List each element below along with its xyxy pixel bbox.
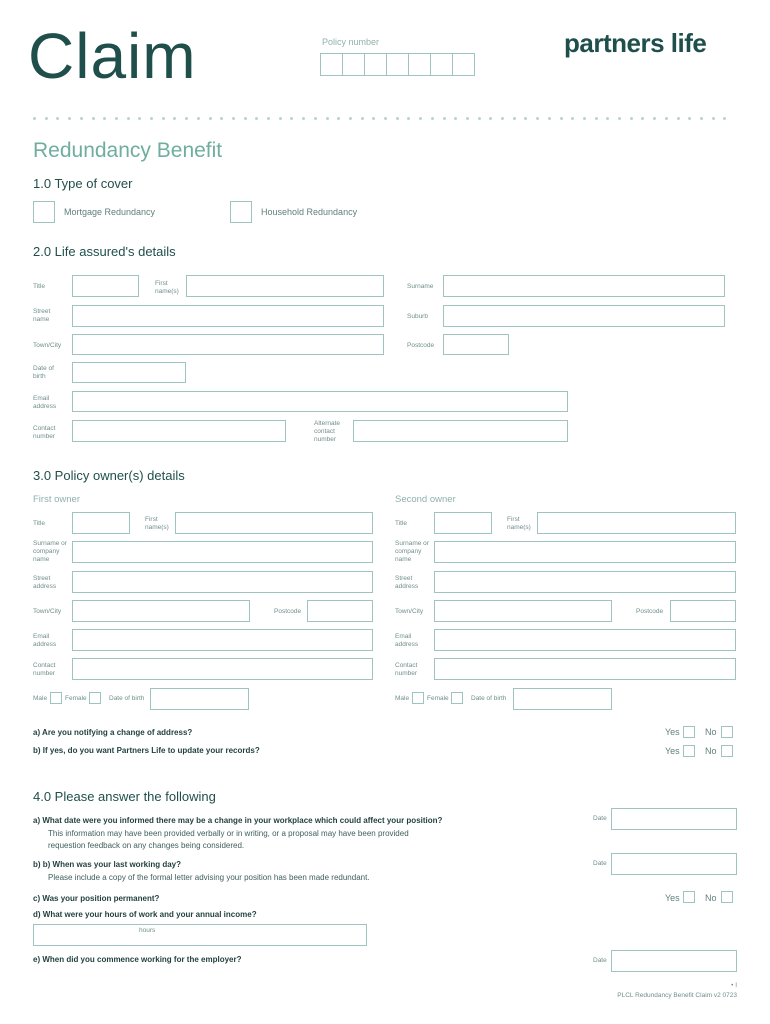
policy-number-field[interactable]: [320, 53, 475, 76]
o1-female-checkbox[interactable]: [89, 692, 101, 704]
divider-dot: [443, 117, 446, 120]
divider-dot: [279, 117, 282, 120]
divider-dot: [466, 117, 469, 120]
divider-dot: [407, 117, 410, 120]
la-title-label: Title: [33, 283, 46, 290]
la-postcode-input[interactable]: [443, 334, 509, 355]
position-permanent-yes-label: Yes: [665, 893, 680, 903]
la-town-label: Town/City: [33, 342, 62, 349]
divider-dot: [138, 117, 141, 120]
la-email-input[interactable]: [72, 391, 568, 412]
divider-dot: [314, 117, 317, 120]
second-owner-heading: Second owner: [395, 494, 456, 505]
o2-postcode-label: Postcode: [636, 608, 664, 615]
position-permanent-no-checkbox[interactable]: [721, 891, 733, 903]
informed-date-input[interactable]: [611, 808, 737, 830]
o2-male-label: Male: [395, 695, 410, 702]
o2-male-checkbox[interactable]: [412, 692, 424, 704]
o2-street-input[interactable]: [434, 571, 736, 593]
policy-digit-box[interactable]: [408, 53, 431, 76]
divider-dot: [501, 117, 504, 120]
divider-dot: [583, 117, 586, 120]
o2-email-label: Email address: [395, 633, 419, 648]
o1-town-input[interactable]: [72, 600, 250, 622]
o1-surname-label: Surname or company name: [33, 540, 67, 563]
divider-dot: [267, 117, 270, 120]
la-suburb-label: Suburb: [407, 313, 428, 320]
o1-email-input[interactable]: [72, 629, 373, 651]
o1-postcode-input[interactable]: [307, 600, 373, 622]
la-postcode-label: Postcode: [407, 342, 435, 349]
section-2-heading: 2.0 Life assured's details: [33, 244, 176, 259]
mortgage-redundancy-checkbox[interactable]: [33, 201, 55, 223]
divider-dot: [700, 117, 703, 120]
la-alt-contact-input[interactable]: [353, 420, 568, 442]
address-change-yes-label: Yes: [665, 727, 680, 737]
policy-number-label: Policy number: [322, 37, 380, 47]
o1-title-label: Title: [33, 520, 46, 527]
la-surname-input[interactable]: [443, 275, 725, 297]
section-3-heading: 3.0 Policy owner(s) details: [33, 468, 185, 483]
o1-dob-input[interactable]: [150, 688, 249, 710]
divider-dot: [478, 117, 481, 120]
la-first-names-label: First name(s): [155, 280, 179, 295]
o2-street-label: Street address: [395, 575, 419, 590]
policy-digit-box[interactable]: [320, 53, 343, 76]
o2-first-names-input[interactable]: [537, 512, 736, 534]
divider-dot: [653, 117, 656, 120]
policy-digit-box[interactable]: [364, 53, 387, 76]
divider-dot: [302, 117, 305, 120]
divider-dot: [677, 117, 680, 120]
la-email-label: Email address: [33, 395, 57, 410]
o2-dob-input[interactable]: [513, 688, 612, 710]
o2-surname-label: Surname or company name: [395, 540, 429, 563]
policy-digit-box[interactable]: [452, 53, 475, 76]
hours-label: hours: [139, 927, 156, 934]
la-contact-label: Contact number: [33, 425, 56, 440]
dotted-divider: [0, 117, 770, 121]
divider-dot: [723, 117, 726, 120]
form-subtitle: Redundancy Benefit: [33, 139, 223, 162]
divider-dot: [33, 117, 36, 120]
o1-male-checkbox[interactable]: [50, 692, 62, 704]
divider-dot: [712, 117, 715, 120]
address-change-no-label: No: [705, 727, 717, 737]
divider-dot: [361, 117, 364, 120]
section-1-heading: 1.0 Type of cover: [33, 176, 133, 191]
divider-dot: [244, 117, 247, 120]
position-permanent-question: c) Was your position permanent?: [33, 894, 160, 903]
divider-dot: [396, 117, 399, 120]
page-number: • I: [731, 982, 737, 989]
o1-female-label: Female: [65, 695, 87, 702]
la-dob-input[interactable]: [72, 362, 186, 383]
o2-title-label: Title: [395, 520, 408, 527]
la-alt-contact-label: Alternate contact number: [314, 420, 341, 443]
last-working-day-note: Please include a copy of the formal letter advising your position has been made redundant.: [48, 873, 370, 882]
o1-title-input[interactable]: [72, 512, 130, 534]
divider-dot: [630, 117, 633, 120]
divider-dot: [150, 117, 153, 120]
household-redundancy-label: Household Redundancy: [261, 207, 358, 217]
update-records-yes-checkbox[interactable]: [683, 745, 695, 757]
divider-dot: [68, 117, 71, 120]
divider-dot: [232, 117, 235, 120]
divider-dot: [290, 117, 293, 120]
update-records-question: b) If yes, do you want Partners Life to update your records?: [33, 746, 260, 755]
commence-date-question: e) When did you commence working for the employer?: [33, 955, 242, 964]
divider-dot: [220, 117, 223, 120]
o2-first-names-label: First name(s): [507, 516, 531, 531]
informed-date-note: This information may have been provided verbally or in writing, or a proposal may have been provided requestion feedback on any changes being considered.: [48, 829, 409, 850]
la-suburb-input[interactable]: [443, 305, 725, 327]
divider-dot: [606, 117, 609, 120]
section-4-heading: 4.0 Please answer the following: [33, 789, 216, 804]
divider-dot: [127, 117, 130, 120]
address-change-yes-checkbox[interactable]: [683, 726, 695, 738]
divider-dot: [326, 117, 329, 120]
divider-dot: [641, 117, 644, 120]
update-records-no-checkbox[interactable]: [721, 745, 733, 757]
la-title-input[interactable]: [72, 275, 139, 297]
divider-dot: [80, 117, 83, 120]
la-dob-label: Date of birth: [33, 365, 54, 380]
hours-income-question: d) What were your hours of work and your annual income?: [33, 910, 257, 919]
informed-date-label: Date: [593, 815, 607, 822]
o1-first-names-input[interactable]: [175, 512, 373, 534]
divider-dot: [337, 117, 340, 120]
o2-title-input[interactable]: [434, 512, 492, 534]
o1-dob-label: Date of birth: [109, 695, 145, 702]
document-reference: PLCL Redundancy Benefit Claim v2 0723: [617, 992, 737, 999]
first-owner-heading: First owner: [33, 494, 80, 505]
last-working-day-input[interactable]: [611, 853, 737, 875]
divider-dot: [560, 117, 563, 120]
divider-dot: [115, 117, 118, 120]
mortgage-redundancy-label: Mortgage Redundancy: [64, 207, 156, 217]
o1-surname-input[interactable]: [72, 541, 373, 563]
informed-date-question: a) What date were you informed there may be a change in your workplace which could affect your position?: [33, 816, 443, 825]
divider-dot: [103, 117, 106, 120]
la-first-names-input[interactable]: [186, 275, 384, 297]
divider-dot: [536, 117, 539, 120]
divider-dot: [197, 117, 200, 120]
policy-digit-box[interactable]: [430, 53, 453, 76]
divider-dot: [548, 117, 551, 120]
la-surname-label: Surname: [407, 283, 434, 290]
divider-dot: [349, 117, 352, 120]
form-title-claim: Claim: [28, 20, 197, 92]
hours-income-input[interactable]: [33, 924, 367, 946]
household-redundancy-checkbox[interactable]: [230, 201, 252, 223]
o2-town-label: Town/City: [395, 608, 424, 615]
la-town-input[interactable]: [72, 334, 384, 355]
commence-date-label: Date: [593, 957, 607, 964]
policy-digit-box[interactable]: [386, 53, 409, 76]
divider-dot: [571, 117, 574, 120]
o2-surname-input[interactable]: [434, 541, 736, 563]
o1-contact-input[interactable]: [72, 658, 373, 680]
o2-contact-label: Contact number: [395, 662, 418, 677]
position-permanent-no-label: No: [705, 893, 717, 903]
la-street-label: Street name: [33, 308, 51, 323]
o1-postcode-label: Postcode: [274, 608, 302, 615]
divider-dot: [56, 117, 59, 120]
o2-postcode-input[interactable]: [670, 600, 736, 622]
divider-dot: [595, 117, 598, 120]
address-change-question: a) Are you notifying a change of address?: [33, 728, 193, 737]
divider-dot: [209, 117, 212, 120]
divider-dot: [384, 117, 387, 120]
last-working-day-question: b) b) When was your last working day?: [33, 860, 182, 869]
o2-contact-input[interactable]: [434, 658, 736, 680]
divider-dot: [419, 117, 422, 120]
o1-street-label: Street address: [33, 575, 57, 590]
divider-dot: [162, 117, 165, 120]
divider-dot: [431, 117, 434, 120]
o1-contact-label: Contact number: [33, 662, 56, 677]
divider-dot: [173, 117, 176, 120]
o1-town-label: Town/City: [33, 608, 62, 615]
divider-dot: [372, 117, 375, 120]
address-change-no-checkbox[interactable]: [721, 726, 733, 738]
o2-town-input[interactable]: [434, 600, 612, 622]
divider-dot: [513, 117, 516, 120]
la-contact-input[interactable]: [72, 420, 286, 442]
update-records-no-label: No: [705, 746, 717, 756]
commence-date-input[interactable]: [611, 950, 737, 972]
o2-email-input[interactable]: [434, 629, 736, 651]
divider-dot: [688, 117, 691, 120]
position-permanent-yes-checkbox[interactable]: [683, 891, 695, 903]
divider-dot: [454, 117, 457, 120]
divider-dot: [92, 117, 95, 120]
o1-male-label: Male: [33, 695, 48, 702]
divider-dot: [618, 117, 621, 120]
la-street-input[interactable]: [72, 305, 384, 327]
o2-female-checkbox[interactable]: [451, 692, 463, 704]
partners-life-logo: partners life: [564, 28, 707, 58]
divider-dot: [524, 117, 527, 120]
o1-street-input[interactable]: [72, 571, 373, 593]
o1-email-label: Email address: [33, 633, 57, 648]
o2-female-label: Female: [427, 695, 449, 702]
policy-digit-box[interactable]: [342, 53, 365, 76]
o1-first-names-label: First name(s): [145, 516, 169, 531]
divider-dot: [665, 117, 668, 120]
update-records-yes-label: Yes: [665, 746, 680, 756]
divider-dot: [185, 117, 188, 120]
divider-dot: [255, 117, 258, 120]
divider-dot: [489, 117, 492, 120]
divider-dot: [45, 117, 48, 120]
o2-dob-label: Date of birth: [471, 695, 507, 702]
last-working-day-label: Date: [593, 860, 607, 867]
